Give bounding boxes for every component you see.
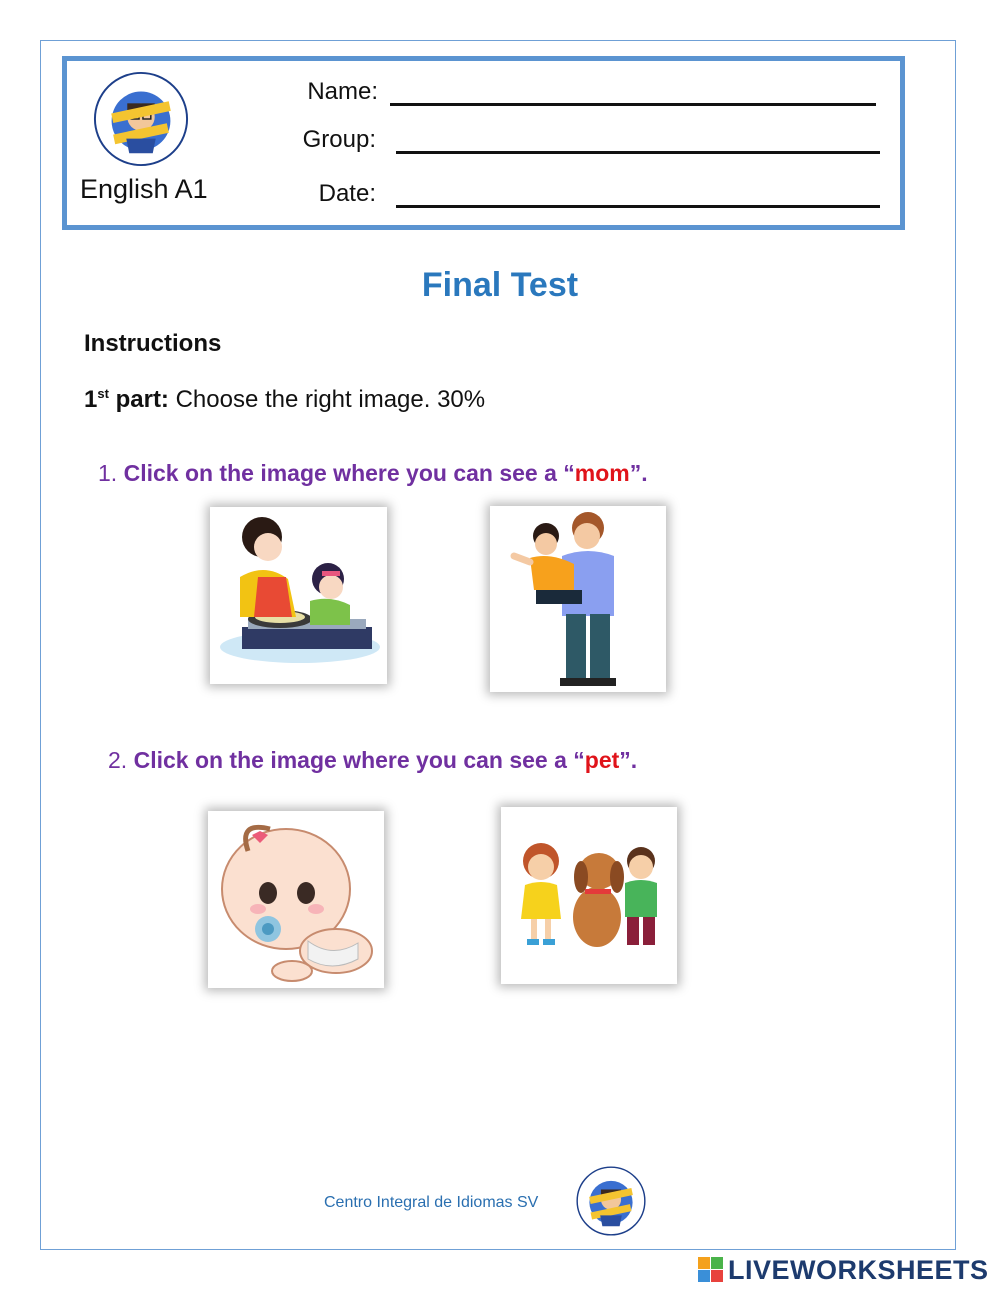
mom-cooking-illustration	[210, 507, 387, 684]
course-label: English A1	[80, 174, 208, 204]
footer-logo	[575, 1165, 647, 1237]
liveworksheets-brand[interactable]	[698, 1255, 989, 1285]
school-logo	[92, 70, 190, 168]
group-field[interactable]	[396, 151, 880, 154]
image-option-baby[interactable]	[208, 811, 384, 988]
part-suffix: st	[97, 386, 109, 401]
instructions-heading: Instructions	[84, 330, 222, 357]
question-number: 1.	[98, 460, 118, 486]
name-field[interactable]	[390, 103, 876, 106]
question-keyword: pet	[584, 747, 620, 773]
question-number: 2.	[108, 747, 128, 773]
question-keyword: mom	[574, 460, 630, 486]
question-2	[108, 747, 637, 774]
kids-dog-illustration	[501, 807, 677, 984]
date-field[interactable]	[396, 205, 880, 208]
image-option-mom-cooking[interactable]	[210, 507, 387, 684]
liveworksheets-logo-icon	[698, 1257, 724, 1283]
baby-illustration	[208, 811, 384, 988]
image-option-kids-dog[interactable]	[501, 807, 677, 984]
liveworksheets-wordmark: LIVEWORKSHEETS	[728, 1254, 989, 1285]
part-instruction	[84, 386, 485, 414]
question-end: ”.	[629, 460, 648, 486]
date-label: Date:	[318, 180, 376, 207]
group-label: Group:	[302, 126, 376, 153]
question-text: Click on the image where you can see a “	[127, 747, 585, 773]
part-label: part:	[108, 386, 169, 413]
question-end: ”.	[619, 747, 638, 773]
name-label: Name:	[307, 78, 378, 105]
page-title: Final Test	[421, 266, 579, 304]
part-number: 1	[84, 386, 98, 413]
question-1	[98, 460, 648, 487]
question-text: Click on the image where you can see a “	[117, 460, 575, 486]
footer-school-name: Centro Integral de Idiomas SV	[324, 1194, 539, 1211]
image-option-dad-boy[interactable]	[490, 506, 666, 692]
dad-boy-illustration	[490, 506, 666, 692]
part-text: Choose the right image. 30%	[168, 386, 486, 413]
